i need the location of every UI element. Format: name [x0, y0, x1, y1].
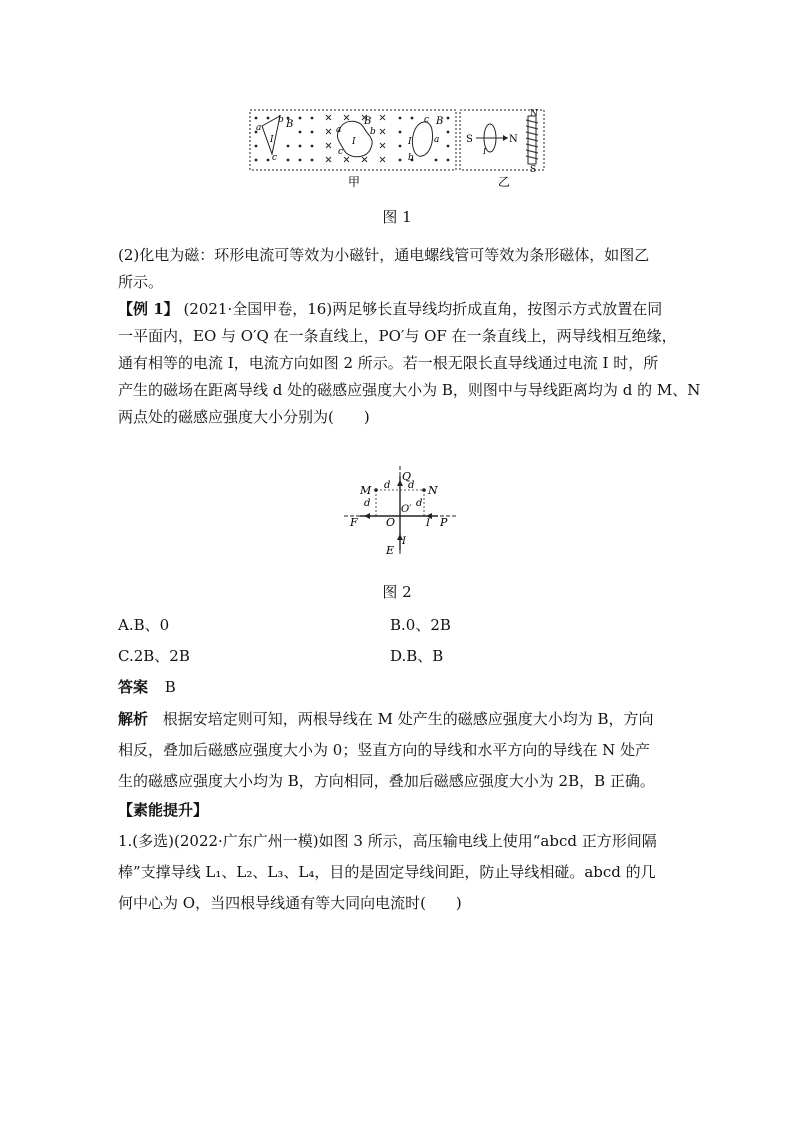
svg-text:c: c — [338, 147, 344, 157]
svg-text:d: d — [384, 480, 391, 491]
svg-text:S: S — [530, 165, 537, 175]
svg-text:d: d — [416, 498, 423, 509]
example-1-line-4: 产生的磁场在距离导线 d 处的磁感应强度大小为 B，则图中与导线距离均为 d 的 M、N — [118, 381, 701, 399]
svg-text:E: E — [386, 544, 395, 557]
example-text-1: 两足够长直导线均折成直角，按图示方式放置在同 — [332, 300, 663, 318]
svg-text:S: S — [466, 134, 473, 145]
svg-text:M: M — [360, 484, 372, 497]
analysis-line-2: 相反，叠加后磁感应强度大小为 0；竖直方向的导线和水平方向的导线在 N 处产 — [118, 741, 650, 759]
solenoid — [526, 116, 538, 164]
svg-text:B: B — [436, 116, 444, 127]
figure-1-diagram — [248, 108, 548, 190]
option-a[interactable]: A.B、0 — [118, 616, 170, 634]
analysis-text-1: 根据安培定则可知，两根导线在 M 处产生的磁感应强度大小均为 B，方向 — [162, 710, 654, 728]
svg-text:a: a — [434, 135, 440, 145]
svg-text:b: b — [278, 115, 284, 125]
svg-text:I: I — [352, 137, 356, 147]
svg-text:I: I — [270, 135, 274, 145]
example-1-line-1 — [118, 298, 662, 319]
svg-text:b: b — [408, 153, 414, 163]
svg-text:F: F — [350, 516, 358, 529]
svg-text:d: d — [408, 480, 415, 491]
analysis-label: 解析 — [118, 710, 149, 728]
example-1-line-2: 一平面内，EO 与 O′Q 在一条直线上，PO′与 OF 在一条直线上，两导线相互绝缘， — [118, 327, 677, 345]
para-2-line-1: (2)化电为磁：环形电流可等效为小磁针，通电螺线管可等效为条形磁体，如图乙 — [118, 246, 650, 264]
svg-text:a: a — [256, 123, 262, 133]
question-1-line-3: 何中心为 O，当四根导线通有等大同向电流时( ) — [118, 894, 462, 912]
point-n — [422, 488, 426, 492]
svg-text:I: I — [402, 536, 406, 547]
analysis-line-3: 生的磁感应强度大小均为 B，方向相同，叠加后磁感应强度大小为 2B，B 正确。 — [118, 772, 655, 790]
svg-text:c: c — [424, 115, 430, 125]
question-1-line-1: 1.(多选)(2022·广东广州一模)如图 3 所示，高压输电线上使用“abcd 正方形间隔 — [118, 832, 657, 850]
example-source: (2021·全国甲卷，16) — [183, 300, 333, 318]
oval-loop — [412, 122, 432, 156]
svg-text:N: N — [509, 134, 518, 145]
svg-text:b: b — [370, 127, 376, 137]
answer-value: B — [164, 678, 176, 696]
figure-1-caption: 图 1 — [382, 208, 412, 226]
svg-text:a: a — [336, 125, 342, 135]
figure-2-caption: 图 2 — [382, 583, 412, 601]
svg-text:Q: Q — [402, 470, 412, 483]
analysis-line-1 — [118, 708, 654, 729]
option-c[interactable]: C.2B、2B — [118, 647, 190, 665]
svg-text:c: c — [272, 153, 278, 163]
arrow-left — [364, 513, 370, 519]
example-1-line-3: 通有相等的电流 I，电流方向如图 2 所示。若一根无限长直导线通过电流 I 时，所 — [118, 354, 659, 372]
dots-left — [255, 117, 314, 162]
svg-text:I: I — [408, 137, 412, 147]
svg-text:I: I — [483, 147, 487, 156]
question-1-line-2: 棒”支撑导线 L₁、L₂、L₃、L₄，目的是固定导线间距，防止导线相碰。abcd 的几 — [118, 863, 656, 881]
svg-text:O′: O′ — [401, 504, 412, 515]
answer-line — [118, 676, 176, 697]
svg-text:I: I — [426, 518, 430, 529]
svg-text:B: B — [286, 119, 294, 130]
section-title: 【素能提升】 — [118, 801, 209, 819]
svg-text:乙: 乙 — [498, 175, 511, 189]
option-b[interactable]: B.0、2B — [390, 616, 451, 634]
figure-2-diagram — [340, 462, 460, 562]
answer-label: 答案 — [118, 678, 149, 696]
svg-text:d: d — [364, 498, 371, 509]
svg-text:O: O — [386, 516, 396, 529]
point-m — [374, 488, 378, 492]
example-1-line-5: 两点处的磁感应强度大小分别为( ) — [118, 408, 370, 426]
svg-text:B: B — [364, 116, 372, 127]
svg-text:甲: 甲 — [348, 175, 361, 189]
svg-text:P: P — [440, 516, 448, 529]
para-2-line-2: 所示。 — [118, 273, 164, 291]
example-tag: 【例 1】 — [118, 300, 179, 318]
svg-text:N: N — [530, 109, 538, 119]
svg-text:N: N — [428, 484, 438, 497]
option-d[interactable]: D.B、B — [390, 647, 444, 665]
